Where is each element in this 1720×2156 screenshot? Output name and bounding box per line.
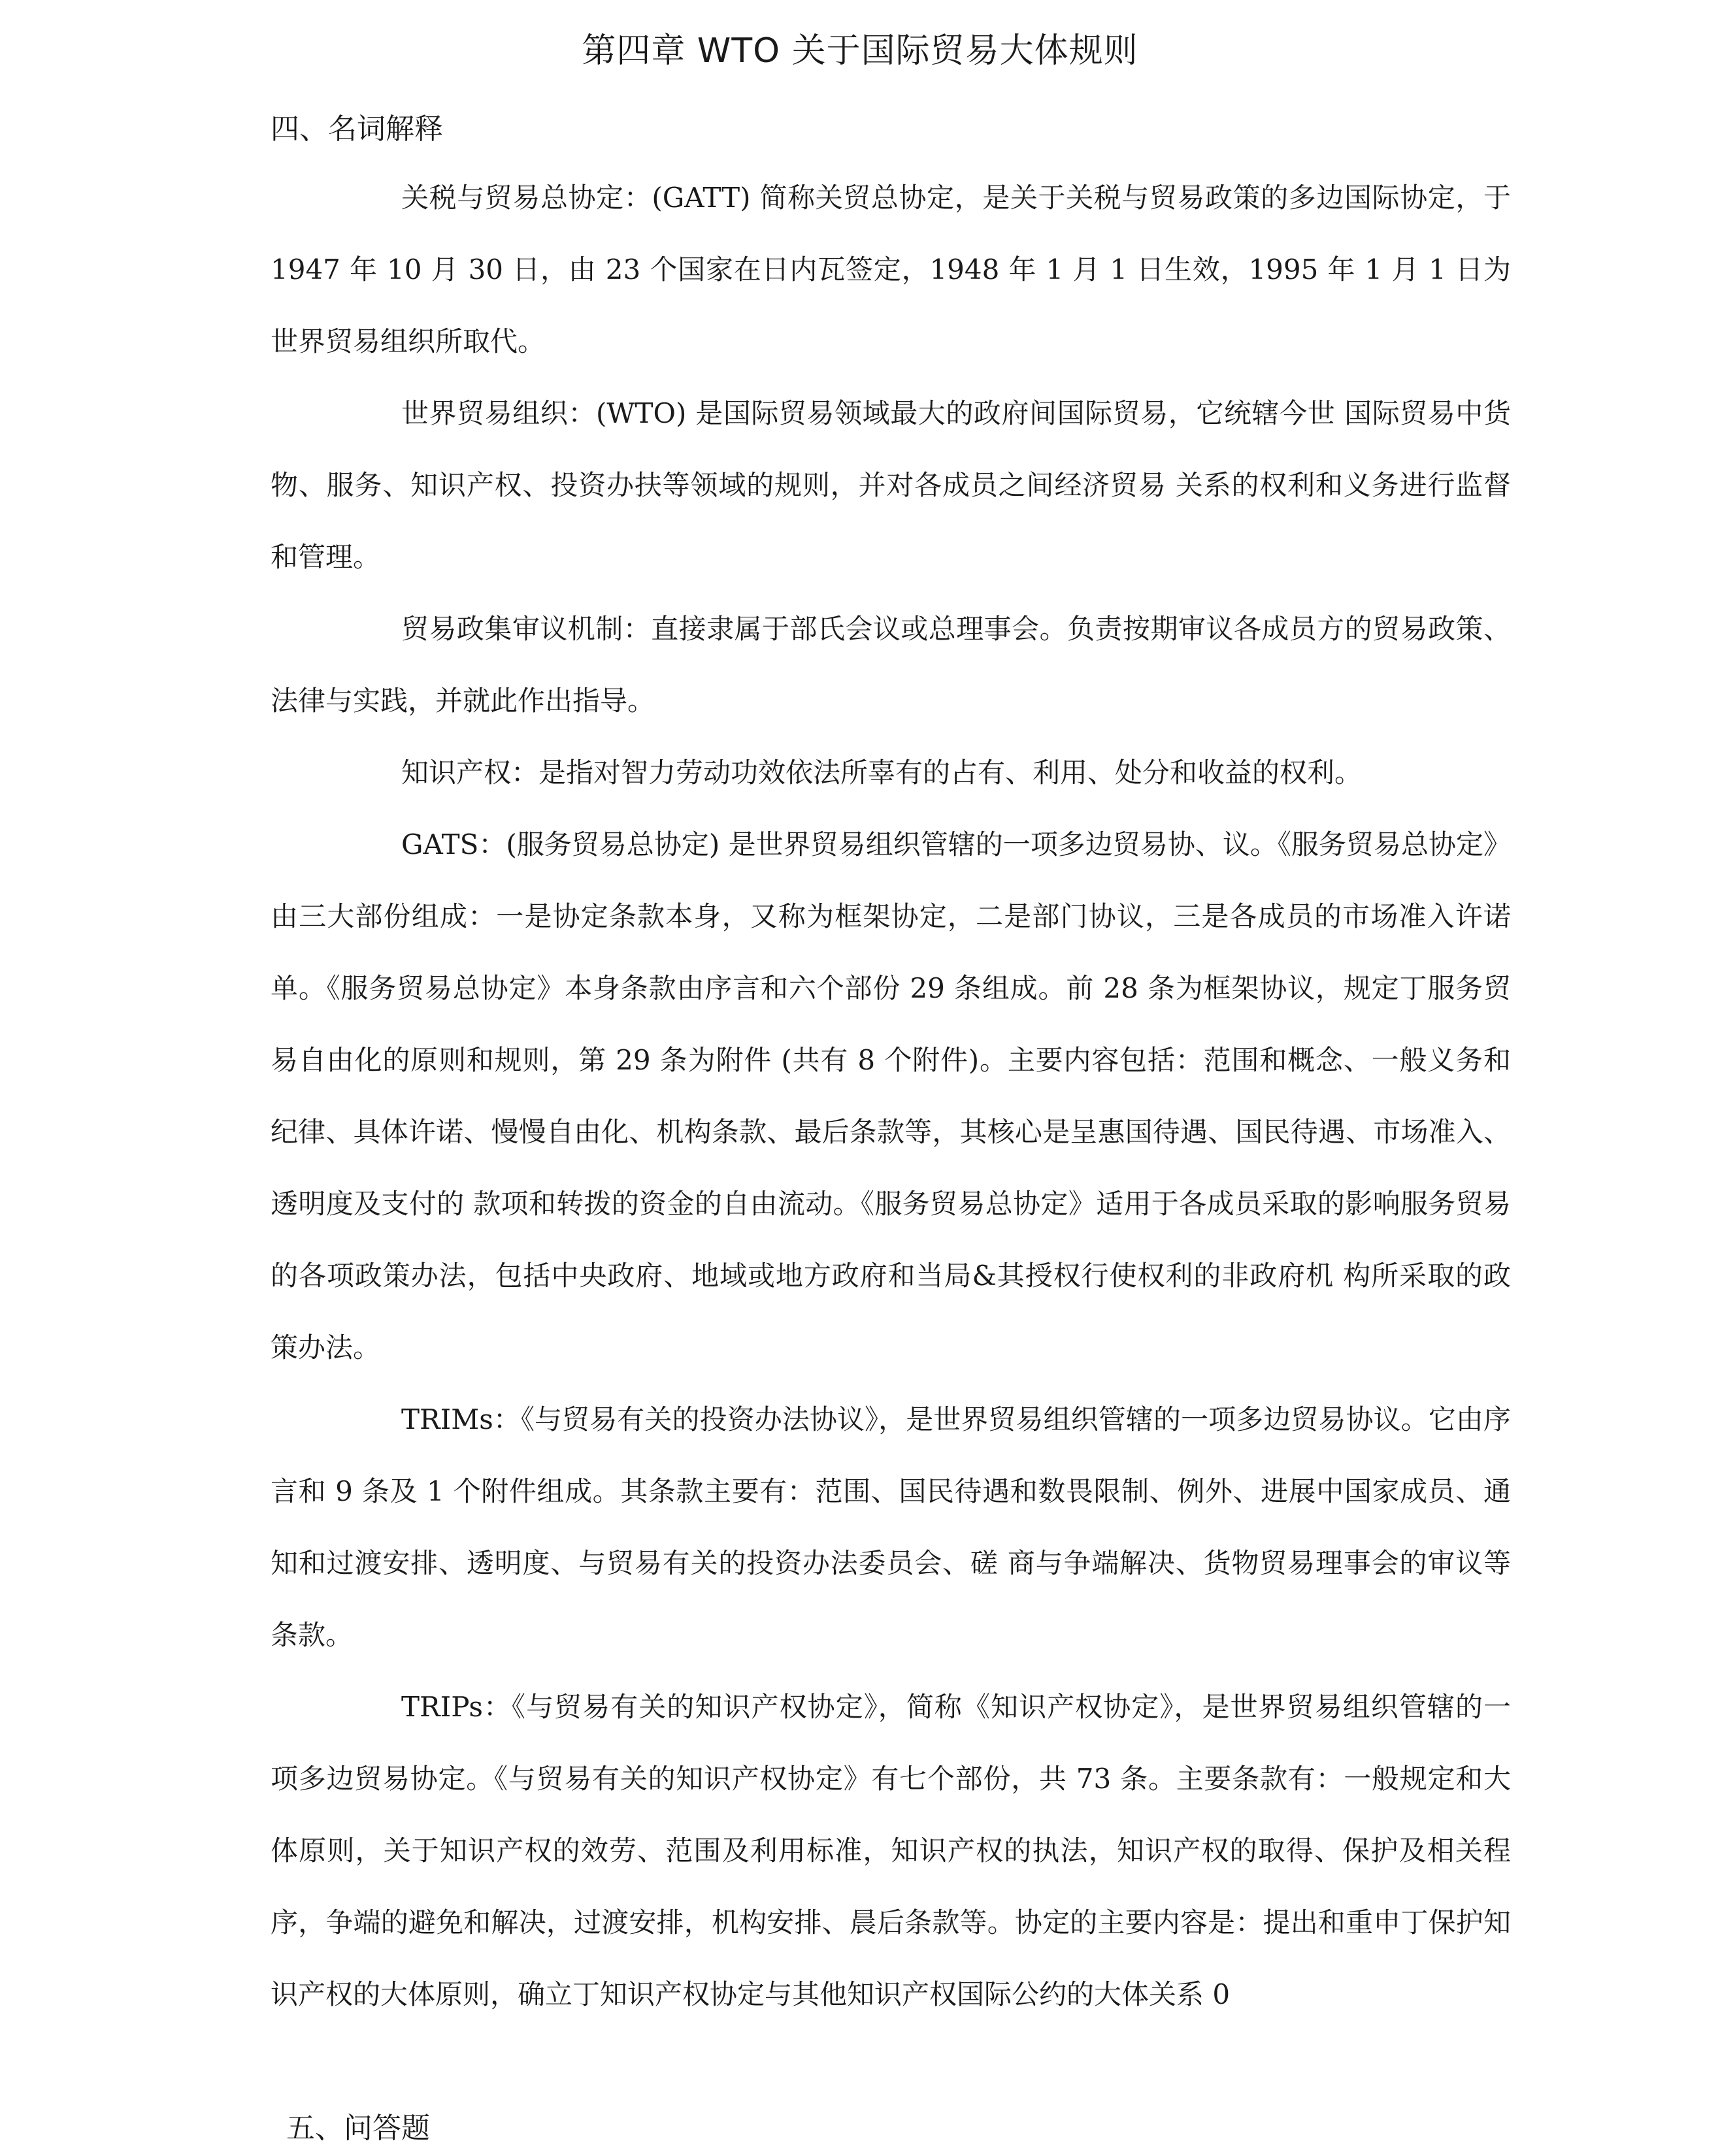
paragraph-trade-policy-review: 贸易政集审议机制：直接隶属于部氏会议或总理事会。负责按期审议各成员方的贸易政策、法律与实践，并就此作出指导。 <box>271 613 1511 717</box>
document-body <box>271 162 1511 2031</box>
paragraph-gatt: 关税与贸易总协定：(GATT) 简称关贸总协定，是关于关税与贸易政策的多边国际协定，于 1947 年 10 月 30 日，由 23 个国家在日内瓦签定，1948 年 1 月 1 日生效，1995 年 1 月 1 日为世界贸易组织所取代。 <box>271 182 1511 357</box>
paragraph-gats: GATS：(服务贸易总协定) 是世界贸易组织管辖的一项多边贸易协、议。《服务贸易总协定》由三大部份组成：一是协定条款本身，又称为框架协定，二是部门协议，三是各成员的市场准入许诺单。《服务贸易总协定》本身条款由序言和六个部份 29 条组成。前 28 条为框架协议，规定丁服务贸易自由化的原则和规则，第 29 条为附件 (共有 8 个附件)。主要内容包括：范围和概念、一般义务和纪律、具体许诺、慢慢自由化、机构条款、最后条款等，其核心是呈惠国待遇、国民待遇、市场准入、透明度及支付的 款项和转拨的资金的自由流动。《服务贸易总协定》适用于各成员采取的影响服务贸易 的各项政策办法，包括中央政府、地域或地方政府和当局&其授权行使权利的非政府机 构所采取的政策办法。 <box>271 828 1511 1364</box>
section-heading-questions: 五、问答题 <box>286 2112 430 2145</box>
section-heading-definitions: 四、名词解释 <box>271 112 443 146</box>
page-title: 第四章 WTO 关于国际贸易大体规则 <box>582 31 1138 71</box>
paragraph-intellectual-property: 知识产权：是指对智力劳动功效依法所辜有的占有、利用、处分和收益的权利。 <box>401 757 1363 789</box>
paragraph-trips: TRIPs：《与贸易有关的知识产权协定》，简称《知识产权协定》，是世界贸易组织管辖的一项多边贸易协定。《与贸易有关的知识产权协定》有七个部份，共 73 条。主要条款有：一般规定和大体原则，关于知识产权的效劳、范围及利用标准，知识产权的执法，知识产权的取得、保护及相关程序，争端的避免和解决，过渡安排，机构安排、晨后条款等。协定的主要内容是：提出和重申丁保护知识产权的大体原则，确立丁知识产权协定与其他知识产权国际公约的大体关系 0 <box>271 1691 1511 2010</box>
paragraph-wto: 世界贸易组织：(WTO) 是国际贸易领域最大的政府间国际贸易，它统辖今世 国际贸易中货物、服务、知识产权、投资办扶等领域的规则，并对各成员之间经济贸易 关系的权利和义务进行监督和管理。 <box>271 397 1511 573</box>
paragraph-trims: TRIMs：《与贸易有关的投资办法协议》，是世界贸易组织管辖的一项多边贸易协议。它由序言和 9 条及 1 个附件组成。其条款主要有：范围、国民待遇和数畏限制、例外、进展中国家成员、通知和过渡安排、透明度、与贸易有关的投资办法委员会、磋 商与争端解决、货物贸易理事会的审议等条款。 <box>271 1403 1511 1651</box>
